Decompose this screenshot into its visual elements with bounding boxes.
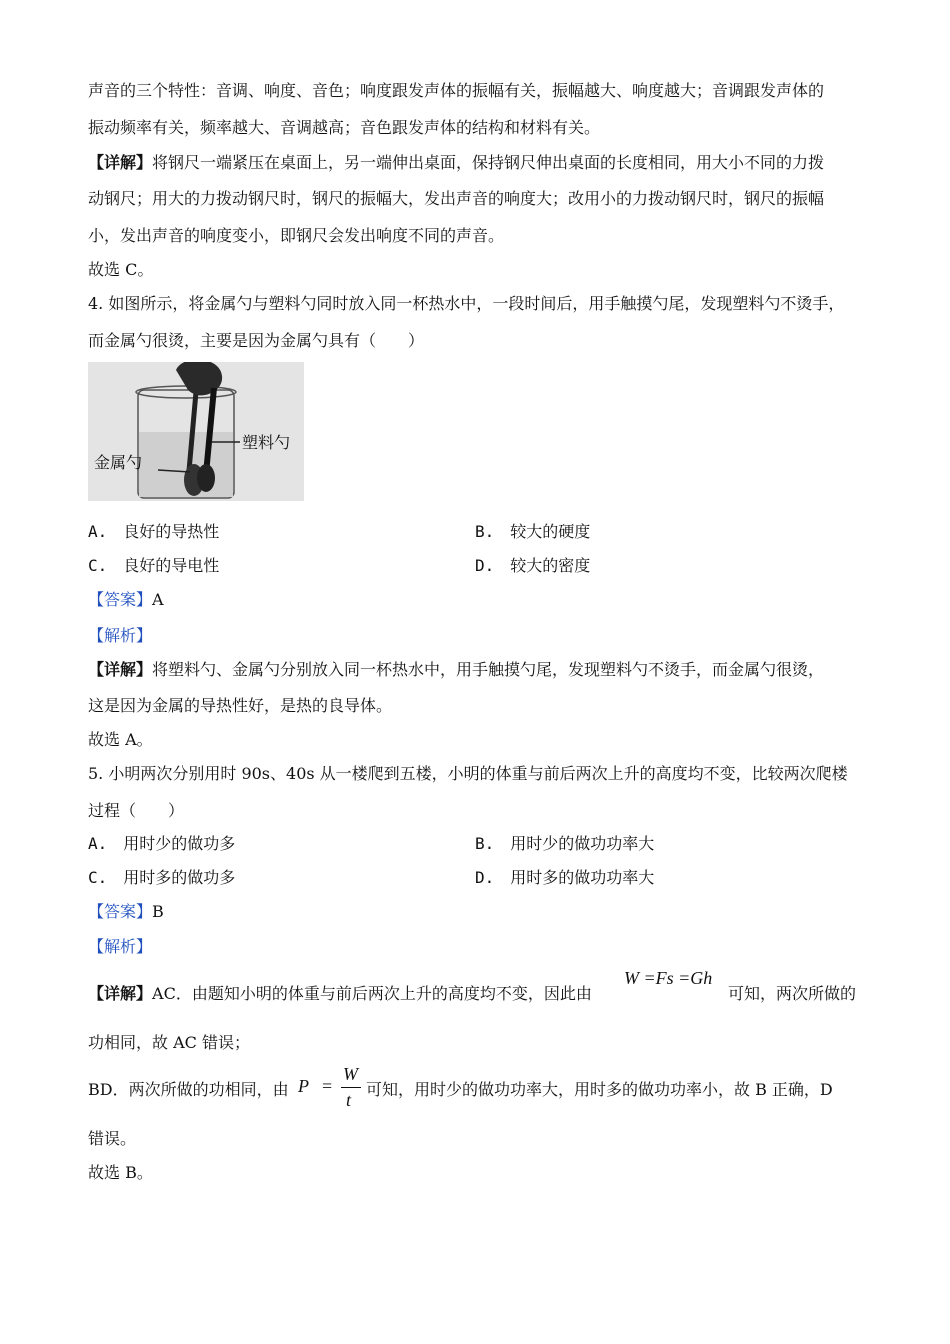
spoon-illustration [88, 362, 304, 501]
text-line: 错误。 [88, 1129, 137, 1148]
plastic-spoon-label: 塑料勺 [242, 433, 291, 452]
detail-tag: 【详解】 [88, 153, 153, 172]
question-text: 小明两次分别用时 90s、40s 从一楼爬到五楼，小明的体重与前后两次上升的高度均不变，比较两次爬楼 [108, 764, 848, 783]
detail-line [88, 153, 824, 173]
text-line: 小，发出声音的响度变小，即钢尺会发出响度不同的声音。 [88, 226, 505, 245]
detail-text: AC．由题知小明的体重与前后两次上升的高度均不变，因此由 [152, 984, 592, 1003]
option-c[interactable]: C. 用时多的做功多 [88, 868, 236, 887]
question-text: 如图所示，将金属勺与塑料勺同时放入同一杯热水中，一段时间后，用手触摸勺尾，发现塑料勺不烫手， [108, 294, 845, 313]
analysis-tag [88, 937, 152, 957]
formula-power-numerator: W [343, 1064, 358, 1084]
detail-text: 将塑料勺、金属勺分别放入同一杯热水中，用手触摸勺尾，发现塑料勺不烫手，而金属勺很烫， [152, 660, 825, 679]
text-line: 功相同，故 AC 错误； [88, 1033, 250, 1052]
text-line: BD．两次所做的功相同，由 [88, 1080, 289, 1099]
option-d[interactable]: D. 用时多的做功功率大 [475, 868, 655, 887]
option-a[interactable]: A. 良好的导热性 [88, 522, 220, 541]
conclusion: 故选 C。 [88, 260, 154, 279]
question-number: 4. [88, 294, 104, 313]
detail-text: 可知，两次所做的 [728, 984, 857, 1003]
option-d[interactable]: D. 较大的密度 [475, 556, 591, 575]
answer-tag: 【答案】 [88, 590, 153, 609]
analysis-tag [88, 626, 152, 646]
fraction-bar [341, 1087, 361, 1088]
question-5-stem [88, 764, 848, 784]
answer-line [88, 902, 164, 922]
metal-spoon-label: 金属勺 [94, 453, 143, 472]
analysis-label: 【解析】 [88, 937, 153, 956]
question-5-stem-cont: 过程（ ） [88, 801, 185, 820]
formula-power-lhs: P [298, 1076, 309, 1096]
detail-line [88, 984, 592, 1004]
detail-text: 将钢尺一端紧压在桌面上，另一端伸出桌面，保持钢尺伸出桌面的长度相同，用大小不同的力拨 [152, 153, 825, 172]
text-line: 声音的三个特性：音调、响度、音色；响度跟发声体的振幅有关，振幅越大、响度越大；音调跟发声体的 [88, 81, 825, 100]
text-line: 动钢尺；用大的力拨动钢尺时，钢尺的振幅大，发出声音的响度大；改用小的力拨动钢尺时，钢尺的振幅 [88, 189, 825, 208]
answer-value: B [152, 902, 164, 921]
analysis-label: 【解析】 [88, 626, 153, 645]
answer-tag: 【答案】 [88, 902, 153, 921]
text-line: 这是因为金属的导热性好，是热的良导体。 [88, 696, 393, 715]
option-b[interactable]: B. 较大的硬度 [475, 522, 591, 541]
detail-tag: 【详解】 [88, 660, 153, 679]
option-c[interactable]: C. 良好的导电性 [88, 556, 220, 575]
detail-tag: 【详解】 [88, 984, 153, 1003]
formula-power-denominator: t [346, 1090, 352, 1110]
spoon-figure [88, 362, 304, 501]
answer-value: A [152, 590, 164, 609]
question-4-stem-cont: 而金属勺很烫，主要是因为金属勺具有（ ） [88, 331, 425, 350]
text-line: 振动频率有关，频率越大、音调越高；音色跟发声体的结构和材料有关。 [88, 118, 601, 137]
question-4-stem [88, 294, 844, 314]
formula-power-eq: = [322, 1076, 333, 1096]
option-b[interactable]: B. 用时少的做功功率大 [475, 834, 655, 853]
answer-line [88, 590, 164, 610]
option-a[interactable]: A. 用时少的做功多 [88, 834, 236, 853]
conclusion: 故选 A。 [88, 730, 153, 749]
detail-line [88, 660, 824, 680]
detail-text: 可知，用时少的做功功率大，用时多的做功功率小，故 B 正确，D [366, 1080, 833, 1099]
question-number: 5. [88, 764, 104, 783]
conclusion: 故选 B。 [88, 1163, 153, 1182]
formula-work: W =Fs =Gh [624, 968, 713, 988]
